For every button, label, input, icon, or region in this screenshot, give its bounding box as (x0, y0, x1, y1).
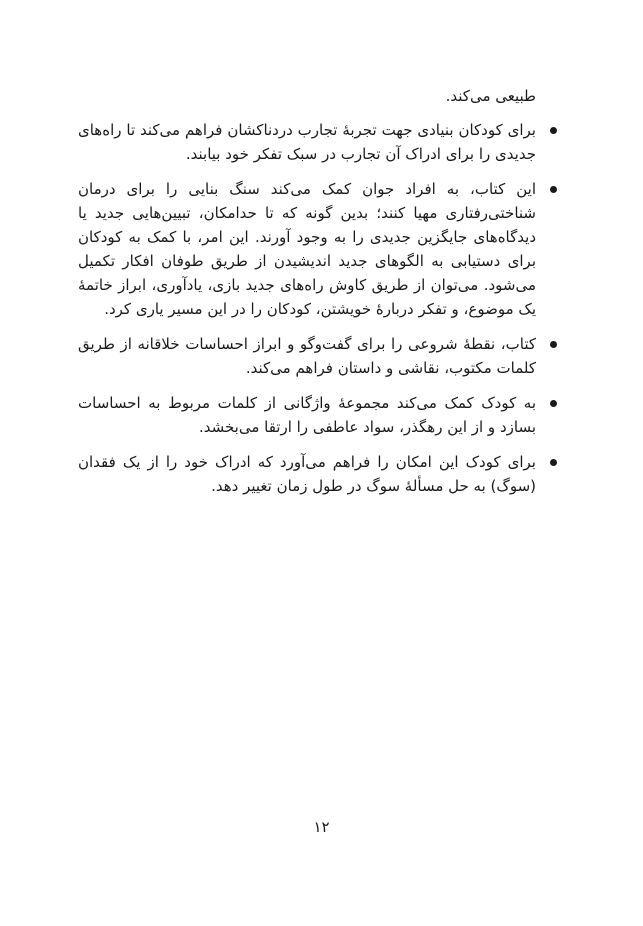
list-item (78, 450, 536, 498)
bullet-icon (550, 400, 557, 407)
list-item-text: کتاب، نقطهٔ شروعی را برای گفت‌وگو و ابراز احساسات خلاقانه از طریق کلمات مکتوب، نقاشی و داستان فراهم می‌کند. (78, 335, 536, 377)
continuation-line: طبیعی می‌کند. (445, 87, 536, 105)
list-item-text: این کتاب، به افراد جوان کمک می‌کند سنگ بنایی را برای درمان شناختی‌رفتاری مهیا کنند؛ بدین گونه که تا حدامکان، تبیین‌هایی جدید یا دیدگاه‌های جایگزین جدیدی را به وجود آورند. این امر، با کمک به کودکان برای دستیابی به الگوهای جدید اندیشیدن از طریق طوفان افکار تکمیل می‌شود. می‌توان از طریق کاوش راه‌های جدید بازی، یادآوری، ابراز خاتمهٔ یک موضوع، و تفکر دربارهٔ خویشتن، کودکان را در این مسیر یاری کرد. (78, 180, 536, 318)
list-item (78, 177, 536, 321)
list-item (78, 391, 536, 439)
page-number: ۱۲ (313, 818, 330, 836)
list-item (78, 118, 536, 166)
bullet-list (78, 118, 536, 498)
bullet-icon (550, 341, 557, 348)
bullet-icon (550, 186, 557, 193)
list-item-text: به کودک کمک می‌کند مجموعهٔ واژگانی از کلمات مربوط به احساسات بسازد و از این رهگذر، سواد عاطفی را ارتقا می‌بخشد. (78, 394, 536, 436)
body-text (78, 84, 536, 509)
list-item-text: برای کودکان بنیادی جهت تجربهٔ تجارب دردناکشان فراهم می‌کند تا راه‌های جدیدی را برای ادراک آن تجارب در سبک تفکر خود بیابند. (78, 121, 536, 163)
bullet-icon (550, 127, 557, 134)
bullet-icon (550, 459, 557, 466)
list-item-text: برای کودک این امکان را فراهم می‌آورد که ادراک خود را از یک فقدان (سوگ) به حل مسألهٔ سوگ در طول زمان تغییر دهد. (78, 453, 536, 495)
list-item (78, 332, 536, 380)
